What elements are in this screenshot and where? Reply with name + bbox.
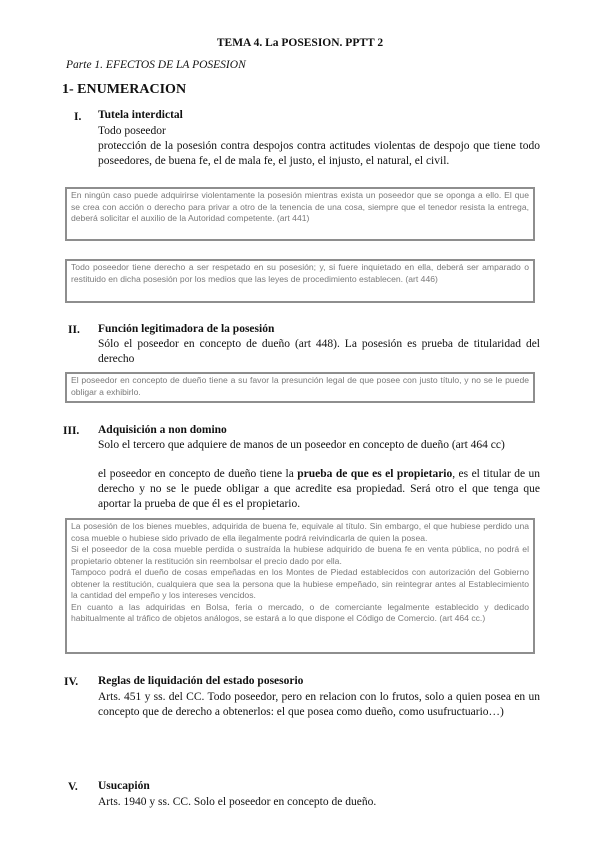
section-number: IV. [64,676,79,688]
legal-quote-box: El poseedor en concepto de dueño tiene a su favor la presunción legal de que posee con justo título, y no se le puede obligar a exhibirlo. [65,372,535,403]
section-title: Adquisición a non domino [98,424,227,436]
section-text: protección de la posesión contra despojos contra actitudes violentas de despojo que tiene todo poseedores, de buena fe, el de mala fe, el justo, el injusto, el natural, el civil. [98,140,540,167]
section-title: Reglas de liquidación del estado posesorio [98,675,304,687]
bold-phrase: prueba de que es el propietario [297,468,453,480]
part-subtitle: Parte 1. EFECTOS DE LA POSESION [66,59,246,71]
section-number: II. [68,324,80,336]
section-text: Solo el tercero que adquiere de manos de un poseedor en concepto de dueño (art 464 cc) [98,439,505,451]
section-text: Todo poseedor [98,125,166,137]
document-title: TEMA 4. La POSESION. PPTT 2 [216,37,384,49]
section-number: III. [63,425,80,437]
legal-quote-box: La posesión de los bienes muebles, adquirida de buena fe, equivale al título. Sin embargo, el que hubiese perdido una cosa mueble o hubiese sido privado de ella ilegalmente podrá reivindicarla de quien la posea. Si el poseedor de la cosa mueble perdida o sustraída la hubiese adquirido de buena fe en venta pública, no podrá el propietario obtener la restitución sin reembolsar el precio dado por ella. Tampoco podrá el dueño de cosas empeñadas en los Montes de Piedad establecidos con autorización del Gobierno obtener la restitución, cualquiera que sea la persona que la hubiese empeñado, sin reintegrar antes al Establecimiento la cantidad del empeño y los intereses vencidos. En cuanto a las adquiridas en Bolsa, feria o mercado, o de comerciante legalmente establecido y dedicado habitualmente al tráfico de objetos análogos, se estará a lo que dispone el Código de Comercio. (art 464 cc.) [65,518,535,654]
section-paragraph: el poseedor en concepto de dueño tiene la prueba de que es el propietario, es el titular de un derecho y no se le puede obligar a que acredite esa propiedad. Será otro el que tenga que aportar la prueba de que él es el propietario. [98,468,541,510]
section-title: Función legitimadora de la posesión [98,323,275,335]
section-text: Sólo el poseedor en concepto de dueño (art 448). La posesión es prueba de titularidad del derecho [98,338,540,365]
section-heading: 1- ENUMERACION [62,82,187,97]
section-text: Arts. 1940 y ss. CC. Solo el poseedor en concepto de dueño. [98,796,377,808]
section-number: I. [74,111,82,123]
legal-quote-box: En ningún caso puede adquirirse violentamente la posesión mientras exista un poseedor que se oponga a ello. El que se crea con acción o derecho para privar a otro de la tenencia de una cosa, siempre que el tenedor resista la entrega, deberá solicitar el auxilio de la Autoridad competente. (art 441) [65,187,535,241]
section-title: Usucapión [98,780,150,792]
section-number: V. [68,781,78,793]
section-title: Tutela interdictal [98,109,183,121]
section-text: Arts. 451 y ss. del CC. Todo poseedor, pero en relacion con lo frutos, solo a quien posea en un concepto que de derecho a obtenerlos: el que posea como dueño, como usufructuario…) [98,691,540,718]
legal-quote-box: Todo poseedor tiene derecho a ser respetado en su posesión; y, si fuere inquietado en ella, deberá ser amparado o restituido en dicha posesión por los medios que las leyes de procedimiento establecen. (art 446) [65,259,535,303]
